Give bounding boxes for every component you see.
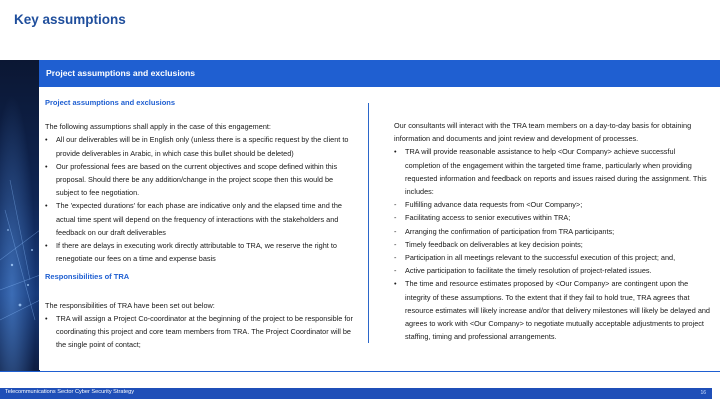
list-item: • The time and resource estimates proposed by <Our Company> are contingent upon the integrity of these assumptions. To the extent that if they fail to hold true, TRA agrees that resource estimates will likely increase and/or that delivery milestones will likely be delayed and agrees to work with <Our Company> to negotiate mutually acceptable adjustments to project staffing, timing and professional arrangements. [394, 279, 710, 342]
tra-assistance-list [394, 145, 710, 343]
responsibilities-intro: The responsibilities of TRA have been set out below: [45, 300, 215, 310]
assumptions-intro: The following assumptions shall apply in the case of this engagement: [45, 122, 271, 132]
assumptions-heading: Project assumptions and exclusions [45, 98, 176, 107]
section-header-label: Project assumptions and exclusions [46, 68, 196, 78]
right-column [394, 119, 710, 343]
list-item: - Fulfilling advance data requests from <Our Company>; [394, 200, 583, 210]
responsibilities-list [45, 312, 357, 352]
left-column [45, 96, 357, 351]
bottom-rule [0, 371, 720, 372]
list-item: • TRA will provide reasonable assistance to help <Our Company> achieve successful completion of the engagement within the targeted time frame, particularly when providing requested information and feedback on reports and issues raised during the assignment. This includes: [394, 147, 707, 197]
list-item: • The 'expected durations' for each phase are indicative only and the elapsed time and the actual time spent will depend on the frequency of interactions with the stakeholders and feedback on our draft deliverables [45, 201, 342, 237]
responsibilities-heading: Responsibilities of TRA [45, 272, 130, 282]
page-title: Key assumptions [14, 12, 126, 27]
column-divider [368, 103, 369, 343]
list-item: - Arranging the confirmation of participation from TRA participants; [394, 226, 615, 236]
network-lines-graphic [0, 60, 40, 372]
list-item: • If there are delays in executing work directly attributable to TRA, we reserve the right to renegotiate our fees on a time and expense basis [45, 241, 337, 264]
footer-text: Telecommunications Sector Cyber Security Strategy [5, 389, 135, 395]
decorative-tech-image [0, 60, 40, 372]
footer-bar [0, 388, 712, 399]
page-number: 16 [700, 390, 706, 396]
list-item: • Our professional fees are based on the current objectives and scope defined within this proposal. Should there be any addition/change in the project scope then this would be subject to fee negotiation. [45, 161, 338, 198]
consultants-intro: Our consultants will interact with the TRA team members on a day-to-day basis for obtaining information and documents and joint review and development of processes. [394, 121, 692, 144]
section-header-bar [39, 60, 720, 87]
list-item: - Facilitating access to senior executives within TRA; [394, 213, 571, 223]
list-item: - Active participation to facilitate the timely resolution of project-related issues. [394, 266, 652, 276]
list-item: - Timely feedback on deliverables at key decision points; [394, 239, 583, 249]
list-item: • All our deliverables will be in English only (unless there is a specific request by the client to provide deliverables in Arabic, in which case this bullet should be deleted) [45, 135, 349, 158]
list-item: - Participation in all meetings relevant to the successful execution of this project; and, [394, 253, 676, 263]
assumptions-list [45, 133, 357, 265]
list-item: • TRA will assign a Project Co-coordinator at the beginning of the project to be responsible for coordinating this project and core team members from TRA. The Project Coordinator will be the single point of contact; [45, 313, 353, 350]
